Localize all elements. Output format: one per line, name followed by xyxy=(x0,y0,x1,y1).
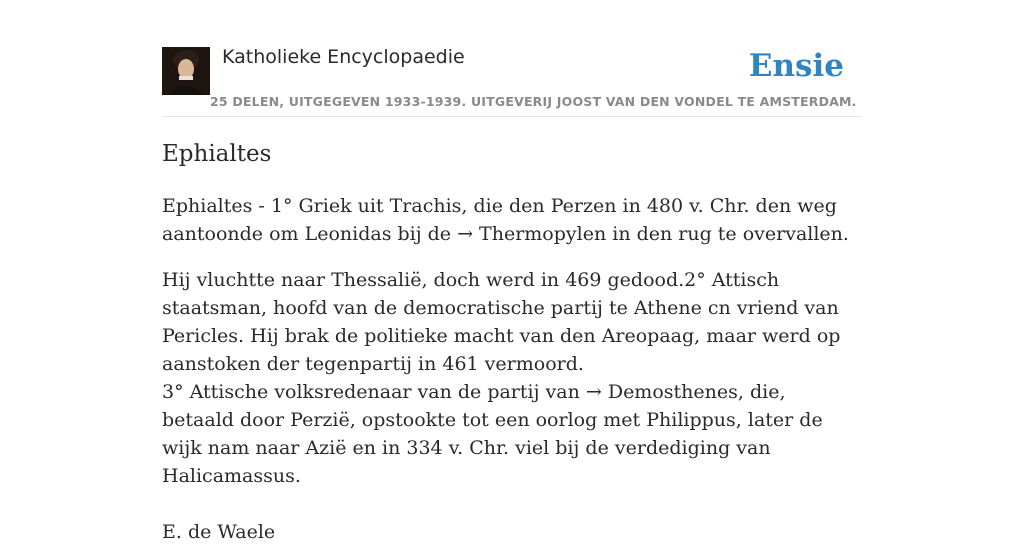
link-thermopylen[interactable]: → Thermopylen xyxy=(457,223,607,245)
source-title[interactable]: Katholieke Encyclopaedie xyxy=(222,46,465,68)
source-subtitle: 25 DELEN, UITGEGEVEN 1933-1939. UITGEVERIJ JOOST VAN DEN VONDEL TE AMSTERDAM. xyxy=(210,94,857,109)
paragraph-text: 3° Attische volksredenaar van de partij van xyxy=(162,381,586,403)
ensie-logo-link[interactable]: Ensie xyxy=(748,48,844,84)
entry-paragraph-2 xyxy=(162,266,862,490)
portrait-icon xyxy=(162,47,210,95)
entry-paragraph-1 xyxy=(162,192,862,248)
entry-content xyxy=(162,138,862,546)
paragraph-text: in den rug te overvallen. xyxy=(606,223,849,245)
link-demosthenes[interactable]: → Demosthenes xyxy=(585,381,738,403)
entry-author: E. de Waele xyxy=(162,521,276,543)
entry-title: Ephialtes xyxy=(162,141,272,167)
source-header xyxy=(162,0,862,117)
paragraph-text: , die, betaald door Perzië, opstookte tot een oorlog met Philippus, later de wijk nam naar Azië en in 334 v. Chr. viel bij de verdediging van Halicamassus. xyxy=(162,381,823,487)
paragraph-text: Hij vluchtte naar Thessalië, doch werd in 469 gedood.2° Attisch staatsman, hoofd van de democratische partij te Athene cn vriend van Pericles. Hij brak de politieke macht van den Areopaag, maar werd op aanstoken der tegenpartij in 461 vermoord. xyxy=(162,269,841,375)
paragraph-text: Ephialtes - 1° Griek uit Trachis, die den Perzen in 480 v. Chr. den weg aantoonde om Leonidas bij de xyxy=(162,195,837,245)
source-avatar[interactable] xyxy=(162,47,210,95)
